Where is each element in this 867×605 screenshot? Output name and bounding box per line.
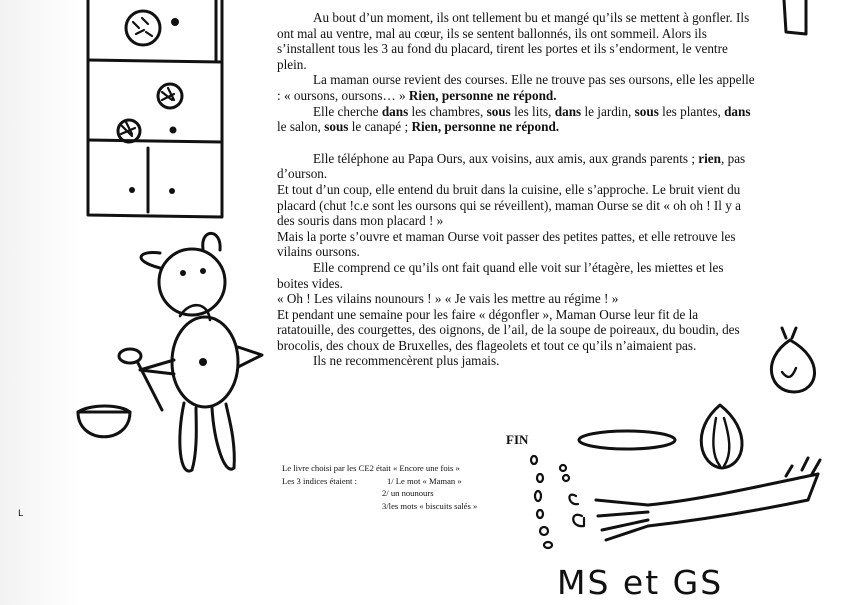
handwritten-caption: MS et GS [557, 563, 724, 602]
paragraph-5: Et tout d’un coup, elle entend du bruit dans la cuisine, elle s’approche. Le bruit vient du placard (chut !c.e sont les oursons qui se réveillent), maman Ourse se dit « oh oh ! Il y a des souris dans mon placard ! » [277, 181, 741, 229]
cupboard-drawing [88, 0, 222, 217]
story-text [277, 10, 755, 369]
paragraph-9: Et pendant une semaine pour les faire « dégonfler », Maman Ourse leur fit de la ratatouille, des courgettes, des oignons, de l’ail, de la soupe de poireaux, du boudin, des brocolis, des choux de Bruxelles, des flageolets et tout ce qu’ils n’aimaient pas. [277, 306, 740, 353]
footnote-item-2: 2/ un nounours [382, 488, 434, 499]
footnote-line-1: Le livre choisi par les CE2 était « Encore une fois » [282, 463, 460, 473]
bear-drawing [78, 233, 262, 471]
crumbs-drawing [531, 456, 584, 548]
sausage-drawing [579, 431, 675, 449]
leek-drawing [596, 458, 820, 540]
paragraph-3: Elle cherche dans les chambres, sous les lits, dans le jardin, sous les plantes, dans le salon, sous le canapé ; Rien, personne ne répond. [277, 103, 751, 135]
paragraph-4: Elle téléphone au Papa Ours, aux voisins, aux amis, aux grands parents ; rien, pas d’ourson. [277, 150, 746, 182]
paragraph-8: « Oh ! Les vilains nounours ! » « Je vais les mettre au régime ! » [277, 291, 619, 307]
jar-drawing [784, 0, 806, 34]
footnote-line-2: Les 3 indices étaient : 1/ Le mot « Maman » [282, 475, 462, 486]
paragraph-2: La maman ourse revient des courses. Elle ne trouve pas ses oursons, elle les appelle : « oursons, oursons… » Rien, personne ne répond. [277, 72, 755, 103]
paragraph-7: Elle comprend ce qu’ils ont fait quand elle voit sur l’étagère, les miettes et les boites vides. [277, 259, 724, 291]
footnote [282, 462, 522, 512]
paragraph-1: Au bout d’un moment, ils ont tellement bu et mangé qu’ils se mettent à gonfler. Ils ont mal au ventre, mal au cœur, ils se sentent ballonnés, ils ont sommeil. Alors ils s’installent tous les 3 au fond du placard, tirent les portes et ils s’endorment, le ventre plein. [277, 10, 750, 72]
fin-label: FIN [506, 432, 529, 447]
paragraph-6: Mais la porte s’ouvre et maman Ourse voit passer des petites pattes, et elle retrouve les vilains oursons. [277, 228, 736, 260]
footnote-item-3: 3/les mots « biscuits salés » [382, 500, 478, 511]
paragraph-10: Ils ne recommencèrent plus jamais. [313, 353, 500, 369]
corner-mark: L [18, 509, 24, 519]
